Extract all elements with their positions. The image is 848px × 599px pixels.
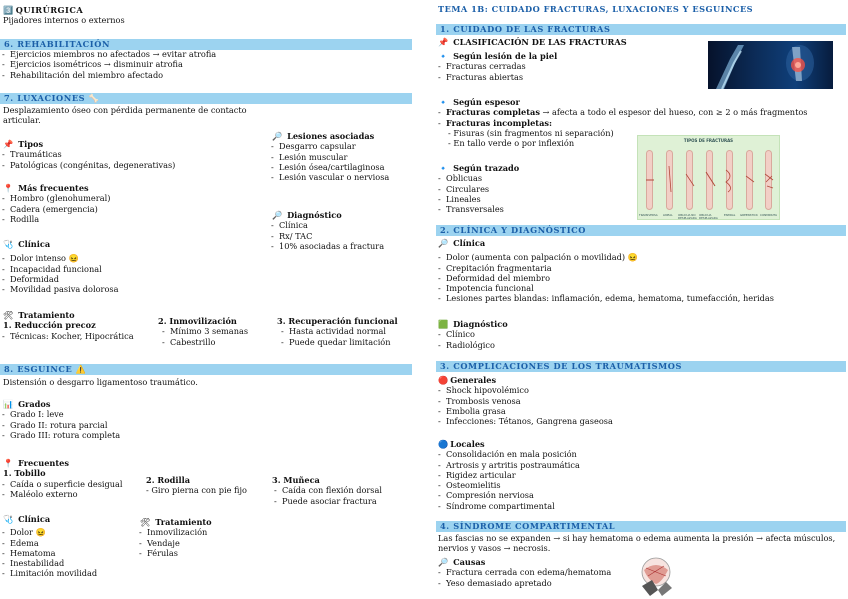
esguince-clinica (3, 514, 97, 579)
fracture-lines (638, 136, 781, 221)
list-item: - Maléolo externo (0, 489, 123, 499)
segun-trazado-title: Según trazado (453, 163, 520, 173)
inmovilizacion-block (158, 316, 248, 347)
list-item: - Grado III: rotura completa (0, 430, 120, 440)
xray-illustration (708, 41, 833, 89)
compartment-hand-drawing (632, 556, 684, 598)
list-item: - Crepitación fragmentaria (436, 263, 774, 273)
list-item: - Grado I: leve (0, 409, 120, 419)
list-item (436, 118, 808, 128)
pushpin-icon: 📌 (3, 139, 14, 149)
tools-icon: 🛠 (140, 517, 151, 527)
list-item: - Síndrome compartimental (436, 501, 580, 511)
list-item: - Rehabilitación del miembro afectado (0, 70, 216, 80)
luxaciones-tratamiento (3, 310, 134, 341)
complicaciones-locales (438, 439, 580, 511)
magnifier-icon: 🔎 (438, 557, 449, 567)
luxaciones-clinica (3, 239, 118, 294)
recuperacion-block (277, 316, 398, 347)
segun-espesor-title: Según espesor (453, 97, 520, 107)
tratamiento-title: Tratamiento (18, 310, 75, 320)
tools-icon: 🛠 (3, 310, 14, 320)
sindrome-description: Las fascias no se expanden → si hay hematoma o edema aumenta la presión → afecta músculos, nervios y vasos → necrosis. (438, 533, 836, 554)
sindrome-causas (438, 557, 611, 588)
fracturas-completas-text: → afecta a todo el espesor del hueso, con ≥ 2 o más fragmentos (539, 107, 808, 118)
blue-circle-icon: 🔵 (438, 439, 449, 449)
recuperacion-title: 3. Recuperación funcional (277, 316, 398, 326)
esguince-clinica-title: Clínica (18, 514, 51, 524)
causas-title: Causas (453, 557, 486, 567)
luxaciones-mas-frecuentes (3, 183, 110, 224)
segun-piel (438, 51, 557, 82)
list-item: - Deformidad (0, 274, 118, 284)
list-item: - Lesión muscular (269, 152, 389, 162)
magnifier-icon: 🔎 (438, 238, 449, 248)
list-item: - Técnicas: Kocher, Hipocrática (0, 331, 134, 341)
list-item: - Clínico (436, 329, 508, 339)
quirurgica-section (3, 5, 125, 26)
tallo-verde-text: - En tallo verde o por inflexión (448, 138, 575, 148)
list-item: - Infecciones: Tétanos, Gangrena gaseosa (436, 416, 613, 426)
inmovilizacion-title: 2. Inmovilización (158, 316, 237, 326)
green-square-icon: 🟩 (438, 319, 449, 329)
bone-label: GREENSTICK (740, 213, 758, 217)
stethoscope-icon: 🩺 (3, 239, 14, 249)
fracturas-clinica-title: Clínica (453, 238, 486, 248)
clinica-diagnostico-band: 2. CLÍNICA Y DIAGNÓSTICO (436, 225, 846, 236)
list-item: - Rx/ TAC (269, 231, 384, 241)
esguince-frecuentes (3, 458, 123, 499)
bone-label: TRANSVERSA (639, 213, 658, 217)
esguince-tratamiento-title: Tratamiento (155, 517, 212, 527)
list-item: - Fractura cerrada con edema/hematoma (436, 567, 611, 577)
luxaciones-lesiones-asociadas (272, 131, 389, 182)
frecuentes-title: Frecuentes (18, 458, 69, 468)
location-pin-icon: 📍 (3, 458, 14, 468)
hand-illustration (632, 556, 684, 598)
list-item: - Yeso demasiado apretado (436, 578, 611, 588)
luxaciones-band: 7. LUXACIONES 🦴 (0, 93, 412, 104)
list-item: - Inestabilidad (0, 558, 97, 568)
list-item: - Caída o superficie desigual (0, 479, 123, 489)
generales-title: Generales (450, 375, 497, 385)
bone-label: LINEAL (663, 213, 673, 217)
pushpin-icon: 📌 (438, 37, 449, 47)
bone-label: OBLICUA NO DESPLAZADA (678, 213, 697, 221)
grados-title: Grados (18, 399, 51, 409)
bone-label: OBLICUA DESPLAZADA (699, 213, 718, 221)
list-item: - Mínimo 3 semanas (160, 326, 248, 336)
magnifier-icon: 🔎 (272, 210, 283, 220)
mas-frecuentes-title: Más frecuentes (18, 183, 89, 193)
quirurgica-title: QUIRÚRGICA (15, 5, 84, 15)
list-item: - Lesiones partes blandas: inflamación, edema, hematoma, tumefacción, heridas (436, 293, 774, 303)
quirurgica-text: Pijadores internos o externos (3, 15, 125, 26)
diagnostico-title: Diagnóstico (287, 210, 342, 220)
list-item: - Movilidad pasiva dolorosa (0, 284, 118, 294)
rodilla-title: 2. Rodilla (146, 475, 191, 485)
fracturas-incompletas-label: Fracturas incompletas: (446, 117, 553, 128)
fracturas-completas-label: Fracturas completas (446, 107, 540, 118)
list-item: - Inmovilización (137, 527, 212, 537)
lesiones-title: Lesiones asociadas (287, 131, 375, 141)
list-item: - Hematoma (0, 548, 97, 558)
list-item: - Dolor (aumenta con palpación o movilidad) 😖 (436, 252, 774, 262)
list-item: - Limitación movilidad (0, 568, 97, 578)
muneca-title: 3. Muñeca (272, 475, 320, 485)
rehabilitacion-band: 6. REHABILITACIÓN (0, 39, 412, 50)
rodilla-text: - Giro pierna con pie fijo (146, 485, 247, 496)
clasificacion-title: CLASIFICACIÓN DE LAS FRACTURAS (453, 37, 627, 47)
magnifier-icon: 🔎 (272, 131, 283, 141)
list-item: - Grado II: rotura parcial (0, 420, 120, 430)
list-item: - Hombro (glenohumeral) (0, 193, 110, 203)
esguince-band: 8. ESGUINCE ⚠️ (0, 364, 412, 375)
fracturas-diagnostico-title: Diagnóstico (453, 319, 508, 329)
list-item: - Circulares (436, 184, 519, 194)
locales-title: Locales (450, 439, 485, 449)
clinica-title: Clínica (18, 239, 51, 249)
list-item: - Lesión vascular o nerviosa (269, 172, 389, 182)
list-item: - Rodilla (0, 214, 110, 224)
list-item: - Fracturas cerradas (436, 61, 557, 71)
complicaciones-generales (438, 375, 613, 426)
blue-diamond-icon: 🔹 (438, 163, 449, 173)
esguince-grados (3, 399, 120, 440)
fisuras-text: - Fisuras (sin fragmentos ni separación) (448, 127, 614, 138)
list-item: - Fracturas abiertas (436, 72, 557, 82)
segun-piel-title: Según lesión de la piel (453, 51, 558, 61)
stethoscope-icon: 🩺 (3, 514, 14, 524)
luxaciones-description: Desplazamiento óseo con pérdida permanente de contacto articular. (3, 105, 247, 126)
segun-trazado (438, 163, 519, 214)
list-item: - Oblicuas (436, 173, 519, 183)
list-item: - Ejercicios isométricos → disminuir atrofia (0, 59, 216, 69)
list-item: - Dolor intenso 😖 (0, 253, 118, 263)
quirurgica-heading (3, 5, 125, 15)
list-item: - Desgarro capsular (269, 141, 389, 151)
number-three-icon: 3️⃣ (3, 5, 14, 15)
list-item: - Lesión ósea/cartilaginosa (269, 162, 389, 172)
list-item: - Hasta actividad normal (279, 326, 398, 336)
list-item: - Trombosis venosa (436, 396, 613, 406)
list-item: - 10% asociadas a fractura (269, 241, 384, 251)
tobillo-title: 1. Tobillo (3, 468, 46, 479)
tipos-fracturas-title: TIPOS DE FRACTURAS (683, 138, 734, 143)
list-item: - Compresión nerviosa (436, 490, 580, 500)
list-item: - Cabestrillo (160, 337, 248, 347)
red-circle-icon: 🔴 (438, 375, 449, 385)
list-item: - Osteomielitis (436, 480, 580, 490)
list-item: - Artrosis y artritis postraumática (436, 460, 580, 470)
list-item: - Incapacidad funcional (0, 264, 118, 274)
list-item: - Clínica (269, 220, 384, 230)
fracturas-diagnostico (438, 319, 508, 350)
list-item: - Lineales (436, 194, 519, 204)
list-item: - Traumáticas (0, 149, 175, 159)
luxaciones-diagnostico (272, 210, 384, 251)
fracturas-clinica (438, 238, 774, 304)
list-item: - Deformidad del miembro (436, 273, 774, 283)
list-item: - Impotencia funcional (436, 283, 774, 293)
list-item: - Radiológico (436, 340, 508, 350)
muneca-block (272, 475, 382, 506)
luxaciones-tipos (3, 139, 175, 170)
list-item (436, 107, 808, 117)
bone-label: ESPIRAL (724, 213, 736, 217)
cuidado-fracturas-band: 1. CUIDADO DE LAS FRACTURAS (436, 24, 846, 35)
list-item: - Embolia grasa (436, 406, 613, 416)
complicaciones-band: 3. COMPLICACIONES DE LOS TRAUMATISMOS (436, 361, 846, 372)
tema-title: TEMA 1B: CUIDADO FRACTURAS, LUXACIONES Y ESGUINCES (438, 4, 754, 14)
list-item: - Férulas (137, 548, 212, 558)
rehabilitacion-list (0, 49, 216, 80)
list-item: - Vendaje (137, 538, 212, 548)
location-pin-icon: 📍 (3, 183, 14, 193)
reduccion-precoz-title: 1. Reducción precoz (3, 320, 96, 331)
bone-label: CONMINUTA (760, 213, 778, 217)
list-item: - Patológicas (congénitas, degenerativas) (0, 160, 175, 170)
list-item: - Shock hipovolémico (436, 385, 613, 395)
list-item: - Transversales (436, 204, 519, 214)
esguince-tratamiento (140, 517, 212, 558)
list-item: - Puede quedar limitación (279, 337, 398, 347)
rodilla-block (146, 475, 247, 496)
tipos-fracturas-image (637, 135, 780, 220)
list-item: - Dolor 😖 (0, 527, 97, 537)
list-item: - Puede asociar fractura (272, 496, 382, 506)
list-item: - Caída con flexión dorsal (272, 485, 382, 495)
list-item: - Ejercicios miembros no afectados → evitar atrofia (0, 49, 216, 59)
sindrome-compartimental-band: 4. SÍNDROME COMPARTIMENTAL (436, 521, 846, 532)
xray-image (708, 41, 833, 89)
list-item: - Rigidez articular (436, 470, 580, 480)
blue-diamond-icon: 🔹 (438, 97, 449, 107)
tipos-title: Tipos (18, 139, 44, 149)
esguince-description: Distensión o desgarro ligamentoso traumático. (3, 377, 198, 387)
clasificacion-heading (438, 37, 627, 47)
list-item: - Edema (0, 538, 97, 548)
blue-diamond-icon: 🔹 (438, 51, 449, 61)
bar-chart-icon: 📊 (3, 399, 14, 409)
list-item: - Consolidación en mala posición (436, 449, 580, 459)
list-item: - Cadera (emergencia) (0, 204, 110, 214)
